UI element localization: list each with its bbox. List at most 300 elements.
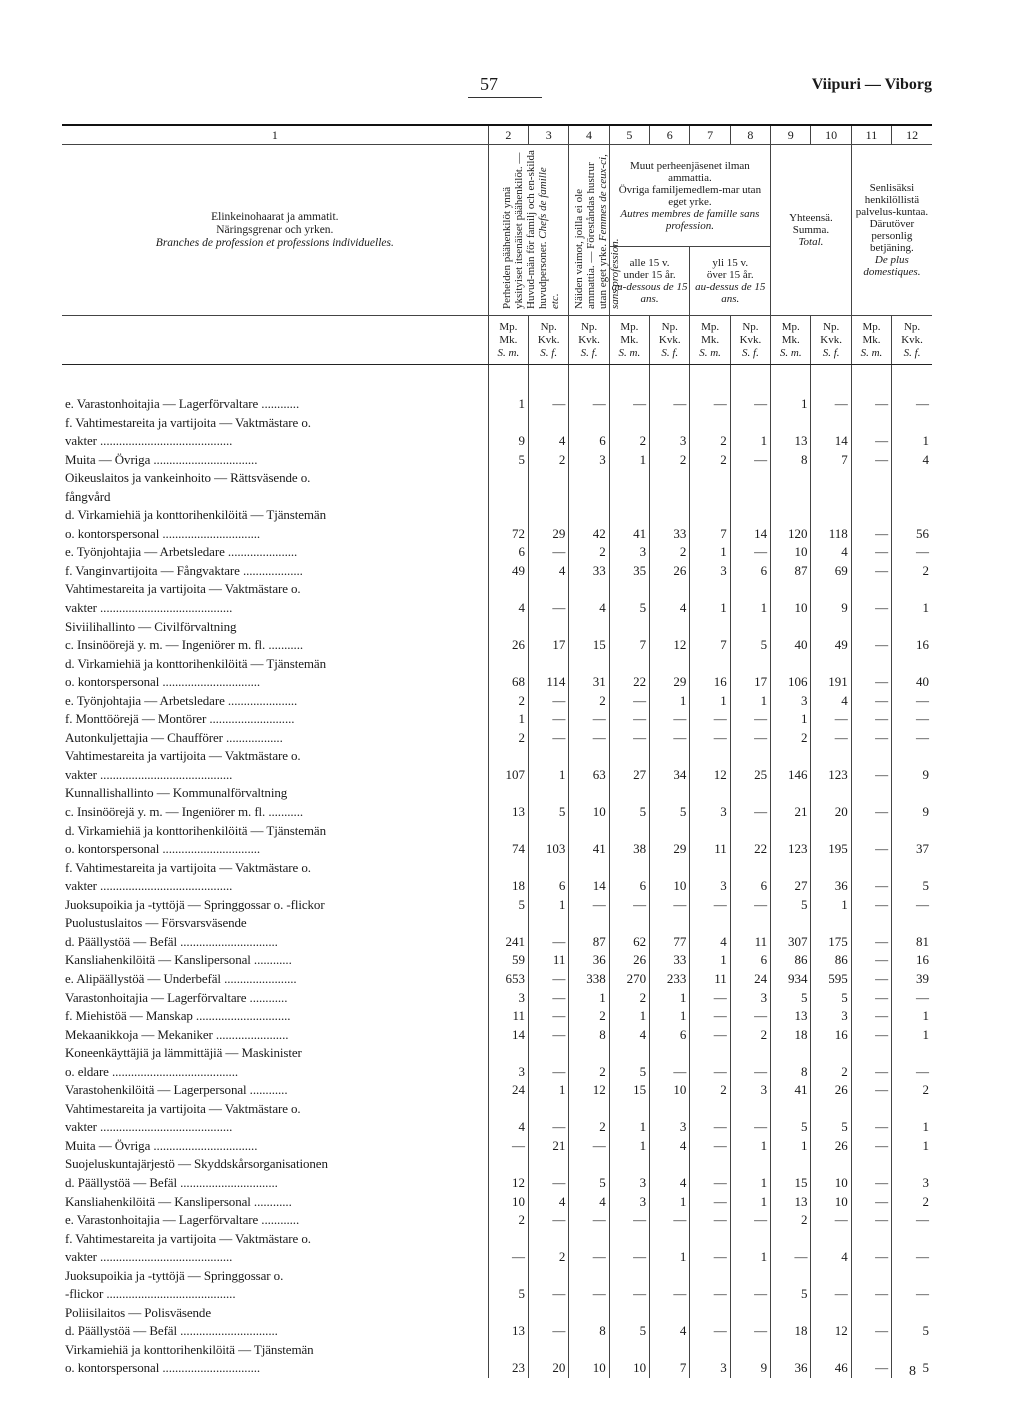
col-number: 9 — [771, 126, 811, 145]
unit-label: Mp. — [862, 320, 881, 333]
table-cell: 1 — [690, 692, 730, 711]
table-cell — [650, 1267, 690, 1286]
table-cell: 59 — [488, 951, 528, 970]
table-cell: 2 — [730, 1026, 770, 1045]
table-cell: 11 — [690, 840, 730, 859]
table-cell: 26 — [811, 1081, 851, 1100]
table-cell — [690, 580, 730, 599]
table-cell — [690, 784, 730, 803]
table-cell — [529, 1155, 569, 1174]
table-cell: — — [851, 1063, 891, 1082]
table-cell: 2 — [771, 1211, 811, 1230]
table-cell — [569, 1341, 609, 1360]
table-cell: — — [529, 1174, 569, 1193]
table-cell: 1 — [529, 896, 569, 915]
table-cell — [529, 914, 569, 933]
table-cell: — — [609, 710, 649, 729]
unit-label: Np. — [661, 320, 678, 333]
unit-header — [690, 316, 730, 365]
table-cell: — — [690, 1322, 730, 1341]
table-cell — [811, 655, 851, 674]
table-cell: 2 — [529, 451, 569, 470]
table-cell — [529, 414, 569, 433]
table-cell — [690, 1100, 730, 1119]
folio-number: 8 — [909, 1364, 916, 1379]
table-cell: 42 — [569, 525, 609, 544]
table-cell: — — [851, 1359, 891, 1378]
table-cell: 1 — [609, 1118, 649, 1137]
table-cell: — — [851, 432, 891, 451]
table-cell: 77 — [650, 933, 690, 952]
table-cell — [488, 1044, 528, 1063]
table-cell: — — [730, 710, 770, 729]
row-label: e. Alipäällystöä — Underbefäl ....................... — [65, 970, 297, 986]
table-row — [62, 1118, 932, 1137]
unit-label: Np. — [540, 320, 557, 333]
table-cell — [811, 1304, 851, 1323]
table-cell: 21 — [529, 1137, 569, 1156]
page-number-rule — [468, 97, 542, 98]
table-cell: 12 — [488, 1174, 528, 1193]
table-cell: 87 — [771, 562, 811, 581]
row-label: f. Vahtimestareita ja vartijoita — Vaktmästare o. — [65, 859, 311, 875]
table-cell: — — [851, 1118, 891, 1137]
table-cell: — — [851, 989, 891, 1008]
table-cell: — — [851, 636, 891, 655]
branch-label-fr: Branches de profession et professions individuelles. — [155, 236, 394, 249]
table-cell: 63 — [569, 766, 609, 785]
table-cell: 2 — [690, 1081, 730, 1100]
table-cell: 1 — [892, 599, 932, 618]
table-cell: 146 — [771, 766, 811, 785]
table-cell: — — [892, 1211, 932, 1230]
table-cell: 1 — [569, 989, 609, 1008]
table-cell — [650, 1304, 690, 1323]
table-cell: — — [529, 692, 569, 711]
table-cell: 1 — [892, 1118, 932, 1137]
table-cell — [892, 1267, 932, 1286]
table-cell — [529, 1304, 569, 1323]
unit-label: S. f. — [580, 346, 598, 359]
table-row — [62, 803, 932, 822]
table-cell: 18 — [771, 1322, 811, 1341]
table-cell: 74 — [488, 840, 528, 859]
table-cell: 36 — [569, 951, 609, 970]
table-cell: 29 — [529, 525, 569, 544]
table-cell: 12 — [690, 766, 730, 785]
table-cell: 4 — [609, 1026, 649, 1045]
table-cell — [529, 747, 569, 766]
table-cell: 10 — [569, 803, 609, 822]
table-cell — [811, 1341, 851, 1360]
table-cell: 4 — [529, 432, 569, 451]
table-cell — [892, 747, 932, 766]
table-row — [62, 951, 932, 970]
table-cell: — — [892, 1063, 932, 1082]
table-cell — [609, 822, 649, 841]
table-cell: 8 — [569, 1026, 609, 1045]
table-cell — [851, 914, 891, 933]
row-label: d. Virkamiehiä ja konttorihenkilöitä — Tjänstemän — [65, 655, 327, 671]
table-cell: — — [690, 1118, 730, 1137]
table-cell — [811, 1155, 851, 1174]
table-cell — [569, 618, 609, 637]
table-cell: — — [650, 395, 690, 414]
table-row — [62, 1341, 932, 1360]
row-label: d. Päällystöä — Befäl ............................... — [65, 1174, 278, 1190]
table-row — [62, 1211, 932, 1230]
table-cell — [730, 618, 770, 637]
table-cell — [529, 1341, 569, 1360]
table-cell: 106 — [771, 673, 811, 692]
table-cell: 27 — [609, 766, 649, 785]
table-cell: — — [851, 692, 891, 711]
table-cell — [892, 822, 932, 841]
table-cell: 1 — [892, 1007, 932, 1026]
table-cell: 8 — [569, 1322, 609, 1341]
table-cell: 41 — [569, 840, 609, 859]
table-cell: 1 — [771, 1137, 811, 1156]
table-cell: — — [730, 543, 770, 562]
table-cell: — — [690, 710, 730, 729]
table-cell — [529, 859, 569, 878]
table-row — [62, 1285, 932, 1304]
table-cell — [892, 1230, 932, 1249]
table-cell: — — [690, 1137, 730, 1156]
table-cell: 18 — [771, 1026, 811, 1045]
table-cell: 10 — [811, 1174, 851, 1193]
table-cell: — — [650, 1285, 690, 1304]
table-cell: 934 — [771, 970, 811, 989]
table-cell: 7 — [650, 1359, 690, 1378]
table-row — [62, 1248, 932, 1267]
under-15-fi: alle 15 v. — [629, 256, 670, 269]
table-cell — [609, 488, 649, 507]
table-row — [62, 1137, 932, 1156]
heads-of-family-fr: Chefs de famille etc. — [536, 166, 561, 309]
table-row — [62, 432, 932, 451]
table-row — [62, 896, 932, 915]
table-cell: 123 — [811, 766, 851, 785]
column-description-row — [62, 145, 932, 316]
table-cell: — — [851, 451, 891, 470]
spacer-cell — [650, 365, 690, 396]
table-cell: 10 — [771, 543, 811, 562]
table-cell: 3 — [892, 1174, 932, 1193]
table-cell: 38 — [609, 840, 649, 859]
total-sv: Summa. — [792, 224, 830, 236]
table-cell — [488, 747, 528, 766]
table-cell: 1 — [730, 1248, 770, 1267]
table-cell — [609, 747, 649, 766]
table-cell: 49 — [811, 636, 851, 655]
table-cell: — — [730, 1211, 770, 1230]
table-cell: — — [488, 1248, 528, 1267]
table-cell — [569, 1230, 609, 1249]
unit-label: Mp. — [499, 320, 518, 333]
table-cell: 23 — [488, 1359, 528, 1378]
table-cell: 40 — [771, 636, 811, 655]
table-cell: 1 — [730, 432, 770, 451]
table-row — [62, 1100, 932, 1119]
table-cell: 6 — [730, 562, 770, 581]
table-cell — [730, 914, 770, 933]
table-cell: 5 — [771, 1118, 811, 1137]
table-row — [62, 729, 932, 748]
table-cell: — — [851, 525, 891, 544]
table-cell: 2 — [650, 451, 690, 470]
total-fr: Total. — [798, 236, 824, 248]
row-label: o. kontorspersonal ............................... — [65, 674, 261, 690]
table-cell — [690, 506, 730, 525]
table-cell — [650, 469, 690, 488]
total-header — [771, 145, 852, 316]
row-label: o. kontorspersonal ............................... — [65, 841, 261, 857]
table-cell: 195 — [811, 840, 851, 859]
table-cell: — — [569, 729, 609, 748]
table-cell — [771, 747, 811, 766]
unit-label: Mk. — [862, 333, 881, 346]
table-cell: 2 — [690, 432, 730, 451]
table-cell: — — [851, 877, 891, 896]
table-cell — [609, 1230, 649, 1249]
row-label: d. Päällystöä — Befäl ............................... — [65, 933, 278, 949]
table-cell — [892, 414, 932, 433]
row-label: Varastonhoitajia — Lagerförvaltare ............ — [65, 989, 288, 1005]
row-label: e. Varastonhoitajia — Lagerförvaltare ............ — [65, 396, 300, 411]
table-cell — [609, 414, 649, 433]
row-label: fångvård — [65, 488, 111, 504]
table-cell: 35 — [609, 562, 649, 581]
table-cell: 8 — [771, 451, 811, 470]
table-cell: — — [690, 1248, 730, 1267]
col-number: 1 — [62, 126, 488, 145]
table-cell — [851, 414, 891, 433]
table-cell — [690, 747, 730, 766]
table-cell: 68 — [488, 673, 528, 692]
wives-fi-sv: Näiden vaimot, joilla ei ole ammattia. — Föreståndas hustrur utan eget yrke. — [572, 161, 609, 309]
table-cell: 14 — [730, 525, 770, 544]
table-row — [62, 618, 932, 637]
table-cell: 10 — [488, 1193, 528, 1212]
heads-of-family-fi-sv: Perheiden päähenkilöt ynnä yksityiset itsenäiset päähenkilöt. — Huvud-män för familj och en-skilda huvudpersoner. — [500, 149, 549, 309]
table-cell — [892, 1044, 932, 1063]
table-cell: 20 — [529, 1359, 569, 1378]
table-cell: — — [529, 543, 569, 562]
table-cell: — — [851, 1322, 891, 1341]
table-cell: 5 — [892, 877, 932, 896]
table-cell: 62 — [609, 933, 649, 952]
table-cell: 10 — [609, 1359, 649, 1378]
table-cell: — — [851, 970, 891, 989]
table-row — [62, 414, 932, 433]
table-cell: — — [529, 1118, 569, 1137]
table-cell: 40 — [892, 673, 932, 692]
table-cell: — — [851, 599, 891, 618]
table-cell — [771, 618, 811, 637]
over-15-fi: yli 15 v. — [712, 256, 749, 269]
table-cell: 22 — [730, 840, 770, 859]
table-cell: — — [892, 896, 932, 915]
table-cell: 72 — [488, 525, 528, 544]
unit-label: S. m. — [860, 346, 883, 359]
table-cell — [851, 469, 891, 488]
table-cell: — — [851, 710, 891, 729]
table-cell — [851, 1304, 891, 1323]
table-cell — [488, 618, 528, 637]
unit-label: S. f. — [661, 346, 679, 359]
table-cell — [851, 1267, 891, 1286]
unit-label: Np. — [580, 320, 598, 333]
table-cell: 653 — [488, 970, 528, 989]
table-cell: 1 — [892, 1137, 932, 1156]
table-cell — [569, 1044, 609, 1063]
table-cell — [569, 859, 609, 878]
table-cell: 3 — [730, 989, 770, 1008]
table-cell: — — [650, 896, 690, 915]
table-row — [62, 784, 932, 803]
table-cell: 6 — [569, 432, 609, 451]
table-cell: 1 — [730, 692, 770, 711]
table-cell: 15 — [569, 636, 609, 655]
other-family-sv: Övriga familjemedlem-mar utan eget yrke. — [618, 183, 762, 208]
row-label: f. Vahtimestareita ja vartijoita — Vaktmästare o. — [65, 1230, 311, 1246]
row-label: Mekaanikkoja — Mekaniker ....................... — [65, 1026, 289, 1042]
spacer-cell — [892, 365, 932, 396]
table-cell: 7 — [811, 451, 851, 470]
table-cell: — — [851, 951, 891, 970]
table-cell — [811, 822, 851, 841]
table-cell — [771, 914, 811, 933]
table-row — [62, 877, 932, 896]
unit-label: Kvk. — [537, 333, 560, 346]
domestics-fr: De plus domestiques. — [863, 254, 921, 278]
table-cell — [811, 580, 851, 599]
table-cell: 2 — [529, 1248, 569, 1267]
table-cell: 26 — [609, 951, 649, 970]
table-cell: 2 — [569, 1007, 609, 1026]
unit-label: Mk. — [781, 333, 800, 346]
table-cell — [730, 1044, 770, 1063]
table-cell: 22 — [609, 673, 649, 692]
table-cell: 16 — [892, 951, 932, 970]
table-row — [62, 1193, 932, 1212]
over-15-sv: över 15 år. — [706, 268, 754, 281]
row-label: d. Päällystöä — Befäl ............................... — [65, 1323, 278, 1339]
table-cell: — — [851, 1026, 891, 1045]
row-label: o. kontorspersonal ............................... — [65, 1360, 261, 1376]
table-cell: 9 — [730, 1359, 770, 1378]
table-cell — [690, 1155, 730, 1174]
table-cell: 36 — [811, 877, 851, 896]
table-cell: 29 — [650, 673, 690, 692]
table-cell: — — [892, 692, 932, 711]
table-cell: 7 — [690, 636, 730, 655]
row-label: vakter .......................................... — [65, 766, 233, 782]
table-cell — [569, 822, 609, 841]
table-cell: 3 — [690, 1359, 730, 1378]
table-cell: 1 — [771, 710, 811, 729]
table-cell: — — [892, 989, 932, 1008]
table-cell: — — [569, 710, 609, 729]
table-cell: 14 — [811, 432, 851, 451]
table-cell: — — [690, 1007, 730, 1026]
table-cell — [771, 1044, 811, 1063]
table-cell: — — [609, 395, 649, 414]
statistics-table-frame — [62, 124, 932, 1378]
table-cell: 87 — [569, 933, 609, 952]
table-row — [62, 488, 932, 507]
table-cell: — — [529, 1322, 569, 1341]
unit-label: S. m. — [699, 346, 721, 359]
table-cell: 31 — [569, 673, 609, 692]
table-row — [62, 1007, 932, 1026]
table-cell — [488, 1230, 528, 1249]
table-cell: 29 — [650, 840, 690, 859]
table-cell — [650, 1230, 690, 1249]
table-cell: — — [811, 395, 851, 414]
table-cell — [609, 914, 649, 933]
table-cell — [650, 1044, 690, 1063]
table-cell: 69 — [811, 562, 851, 581]
table-cell: 41 — [771, 1081, 811, 1100]
table-row — [62, 580, 932, 599]
table-cell: 3 — [609, 543, 649, 562]
table-cell: 1 — [730, 1137, 770, 1156]
unit-label: Mk. — [701, 333, 720, 346]
table-cell: 233 — [650, 970, 690, 989]
table-cell: 56 — [892, 525, 932, 544]
table-cell: 118 — [811, 525, 851, 544]
table-cell — [811, 1044, 851, 1063]
table-body — [62, 365, 932, 1378]
table-cell: 1 — [650, 1007, 690, 1026]
table-cell: 26 — [488, 636, 528, 655]
row-label: Oikeuslaitos ja vankeinhoito — Rättsväsende o. — [65, 470, 311, 486]
table-cell: 5 — [488, 1285, 528, 1304]
col-number: 6 — [650, 126, 690, 145]
row-label: vakter .......................................... — [65, 878, 233, 894]
unit-header — [609, 316, 649, 365]
unit-header — [851, 316, 891, 365]
table-row — [62, 1230, 932, 1249]
table-cell — [488, 784, 528, 803]
spacer-cell — [529, 365, 569, 396]
unit-label: Np. — [903, 320, 921, 333]
table-cell: 4 — [811, 543, 851, 562]
table-cell: 41 — [609, 525, 649, 544]
table-cell — [609, 1267, 649, 1286]
table-row — [62, 1322, 932, 1341]
unit-label: Mp. — [701, 320, 720, 333]
table-cell — [811, 414, 851, 433]
table-cell: 1 — [650, 989, 690, 1008]
table-cell — [892, 580, 932, 599]
col-number: 10 — [811, 126, 851, 145]
table-cell — [892, 488, 932, 507]
table-row — [62, 710, 932, 729]
branch-label-header — [62, 145, 488, 316]
table-cell — [690, 488, 730, 507]
col-number: 5 — [609, 126, 649, 145]
unit-label: S. m. — [497, 346, 520, 359]
table-cell: 2 — [609, 432, 649, 451]
table-cell: 5 — [609, 1063, 649, 1082]
table-cell: 5 — [529, 803, 569, 822]
table-cell: — — [690, 1193, 730, 1212]
table-row — [62, 970, 932, 989]
table-cell — [650, 618, 690, 637]
